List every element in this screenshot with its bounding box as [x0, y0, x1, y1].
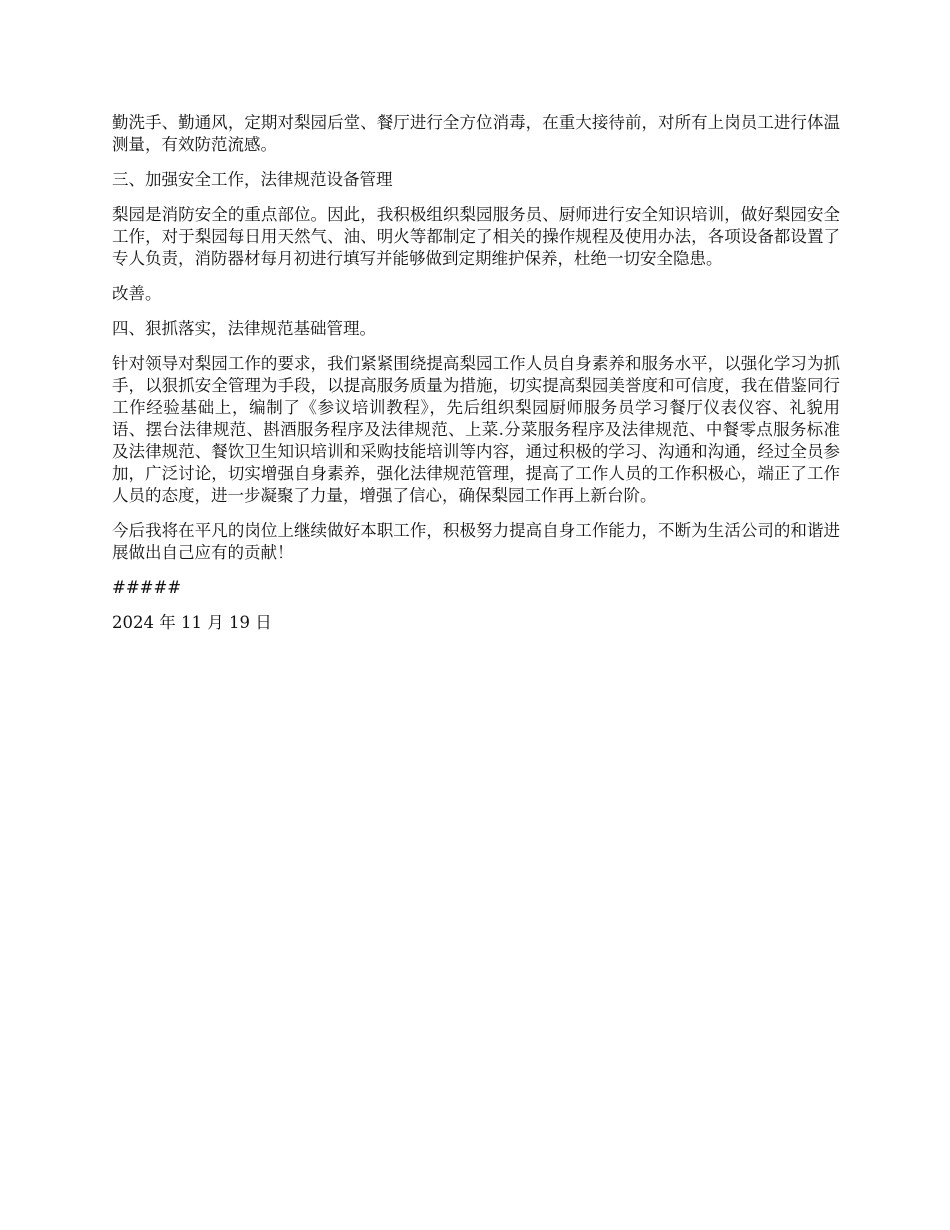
- section-heading-management: 四、狠抓落实，法律规范基础管理。: [112, 319, 376, 338]
- paragraph-hygiene: 勤洗手、勤通风，定期对梨园后堂、餐厅进行全方位消毒，在重大接待前，对所有上岗员工进行体温测量，有效防范流感。: [112, 113, 840, 154]
- paragraph-fire-safety: 梨园是消防安全的重点部位。因此，我积极组织梨园服务员、厨师进行安全知识培训，做好梨园安全工作，对于梨园每日用天然气、油、明火等都制定了相关的操作规程及使用办法，各项设备都设置了专人负责，消防器材每月初进行填写并能够做到定期维护保养，杜绝一切安全隐患。: [112, 205, 840, 268]
- paragraph-training: 针对领导对梨园工作的要求，我们紧紧围绕提高梨园工作人员自身素养和服务水平，以强化学习为抓手，以狠抓安全管理为手段，以提高服务质量为措施，切实提高梨园美誉度和可信度，我在借鉴同行工作经验基础上，编制了《参议培训教程》，先后组织梨园厨师服务员学习餐厅仪表仪容、礼貌用语、摆台法律规范、斟酒服务程序及法律规范、上菜.分菜服务程序及法律规范、中餐零点服务标准及法律规范、餐饮卫生知识培训和采购技能培训等内容，通过积极的学习、沟通和沟通，经过全员参加，广泛讨论，切实增强自身素养，强化法律规范管理，提高了工作人员的工作积极心，端正了工作人员的态度，进一步凝聚了力量，增强了信心，确保梨园工作再上新台阶。: [112, 354, 840, 505]
- document-date: 2024 年 11 月 19 日: [112, 613, 272, 632]
- section-heading-safety: 三、加强安全工作，法律规范设备管理: [112, 170, 393, 189]
- paragraph-improvement: 改善。: [112, 284, 162, 303]
- paragraph-closing: 今后我将在平凡的岗位上继续做好本职工作，积极努力提高自身工作能力，不断为生活公司的和谐进展做出自己应有的贡献！: [112, 521, 840, 562]
- document-page: [112, 112, 840, 647]
- signature-placeholder: #####: [112, 578, 182, 597]
